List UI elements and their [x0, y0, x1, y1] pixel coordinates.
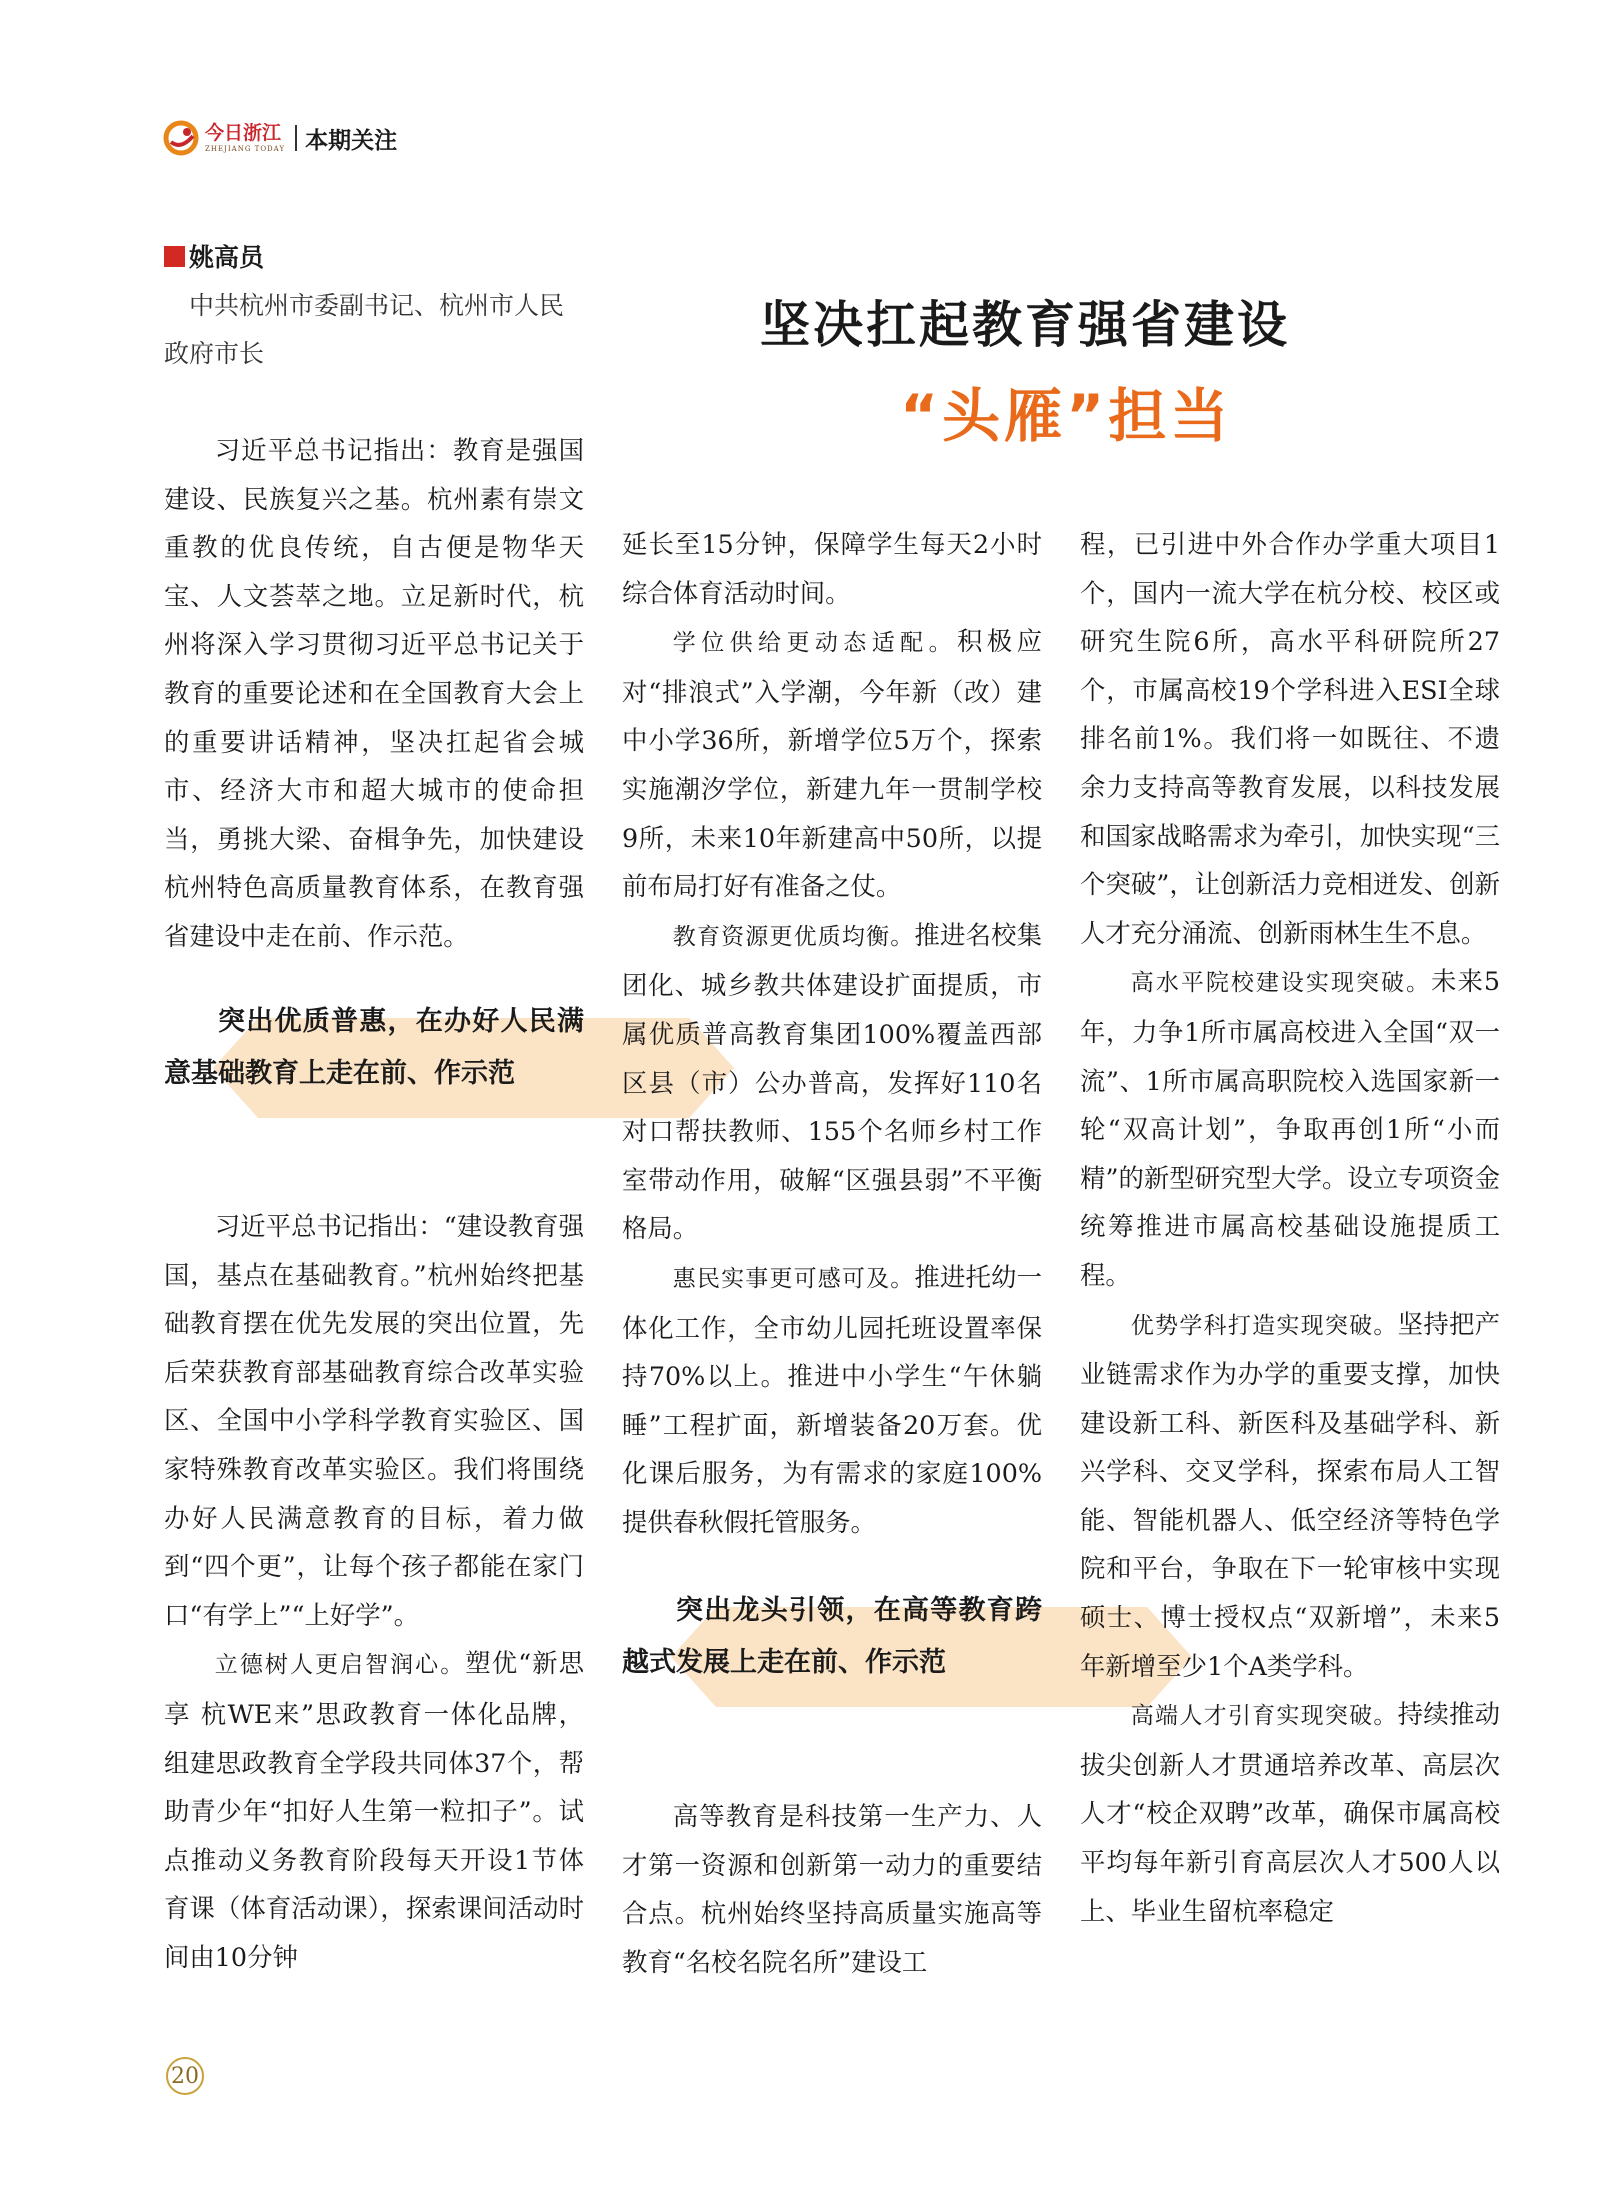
- page-number: 20: [166, 2057, 204, 2095]
- paragraph: [622, 1253, 1042, 1547]
- keyword-lead: 教育资源更优质均衡。: [672, 923, 915, 950]
- paragraph: [1080, 1690, 1500, 1935]
- paragraph-text: 坚持把产业链需求作为办学的重要支撑，加快建设新工科、新医科及基础学科、新兴学科、交叉学科，探索布局人工智能、智能机器人、低空经济等特色学院和平台，争取在下一轮审核中实现硕士、博士授权点“双新增”，未来5年新增至少1个A类学科。: [1080, 1308, 1501, 1681]
- keyword-lead: 学位供给更动态适配。: [672, 630, 957, 657]
- column-1-body: [164, 1202, 584, 1982]
- subhead-1-block: [164, 996, 584, 1100]
- keyword-lead: 高端人才引育实现突破。: [1130, 1703, 1398, 1730]
- paragraph: [622, 617, 1042, 911]
- author-affiliation: 中共杭州市委副书记、杭州市人民政府市长: [164, 291, 565, 368]
- subhead-2-block: [622, 1585, 1042, 1689]
- author-byline: [164, 238, 264, 274]
- logo-subtext: ZHEJIANG TODAY: [205, 144, 286, 153]
- paragraph: 程，已引进中外合作办学重大项目1个，国内一流大学在杭分校、校区或研究生院6所，高水平科研院所27个，市属高校19个学科进入ESI全球排名前1%。我们将一如既往、不遗余力支持高等教育发展，以科技发展和国家战略需求为牵引，加快实现“三个突破”，让创新活力竞相迸发、创新人才充分涌流、创新雨林生生不息。: [1080, 529, 1500, 948]
- intro-paragraph: 习近平总书记指出：教育是强国建设、民族复兴之基。杭州素有崇文重教的优良传统，自古便是物华天宝、人文荟萃之地。立足新时代，杭州将深入学习贯彻习近平总书记关于教育的重要论述和在全国教育大会上的重要讲话精神，坚决扛起省会城市、经济大市和超大城市的使命担当，勇挑大梁、奋楫争先，加快建设杭州特色高质量教育体系，在教育强省建设中走在前、作示范。: [164, 435, 584, 951]
- header-divider: [295, 125, 297, 151]
- article-title: [760, 285, 1480, 450]
- author-name: 姚高员: [189, 243, 265, 272]
- paragraph: 高等教育是科技第一生产力、人才第一资源和创新第一动力的重要结合点。杭州始终坚持高质量实施高等教育“名校名院名所”建设工: [622, 1801, 1042, 1977]
- paragraph-text: 持续推动拔尖创新人才贯通培养改革、高层次人才“校企双聘”改革，确保市属高校平均每年新引育高层次人才500人以上、毕业生留杭率稳定: [1080, 1699, 1501, 1926]
- subheading-1: [164, 996, 584, 1100]
- paragraph: [1080, 957, 1500, 1299]
- paragraph-text: 推进名校集团化、城乡教共体建设扩面提质，市属优质普高教育集团100%覆盖西部区县（市）公办普高，发挥好110名对口帮扶教师、155个名师乡村工作室带动作用，破解“区强县弱”不平衡格局。: [622, 919, 1043, 1244]
- paragraph-text: 未来5年，力争1所市属高校进入全国“双一流”、1所市属高职院校入选国家新一轮“双高计划”，争取再创1所“小而精”的新型研究型大学。设立专项资金统筹推进市属高校基础设施提质工程。: [1080, 966, 1501, 1290]
- title-line-2: “头雁”担当: [900, 382, 1233, 450]
- keyword-lead: 立德树人更启智润心。: [214, 1652, 466, 1679]
- masthead: [163, 118, 397, 158]
- subheading-2-text: 突出龙头引领，在高等教育跨越式发展上走在前、作示范: [622, 1595, 1042, 1678]
- keyword-lead: 惠民实事更可感可及。: [672, 1265, 915, 1292]
- logo-icon: [163, 120, 199, 156]
- paragraph-text: 推进托幼一体化工作，全市幼儿园托班设置率保持70%以上。推进中小学生“午休躺睡”工程扩面，新增装备20万套。优化课后服务，为有需求的家庭100%提供春秋假托管服务。: [622, 1261, 1043, 1537]
- paragraph: [164, 1639, 584, 1981]
- subheading-2: [622, 1585, 1042, 1689]
- keyword-lead: 优势学科打造实现突破。: [1130, 1312, 1398, 1339]
- subheading-1-text: 突出优质普惠，在办好人民满意基础教育上走在前、作示范: [164, 1006, 584, 1089]
- paragraph: [1080, 1300, 1500, 1691]
- title-line-1: 坚决扛起教育强省建设: [760, 295, 1290, 354]
- logo-text: 今日浙江: [205, 121, 282, 144]
- paragraph-text: 积极应对“排浪式”入学潮，今年新（改）建中小学36所，新增学位5万个，探索实施潮汐学位，新建九年一贯制学校9所，未来10年新建高中50所，以提前布局打好有准备之仗。: [622, 626, 1043, 902]
- paragraph-text: 塑优“新思享 杭WE来”思政教育一体化品牌，组建思政教育全学段共同体37个，帮助青少年“扣好人生第一粒扣子”。试点推动义务教育阶段每天开设1节体育课（体育活动课），探索课间活动时间由10分钟: [164, 1648, 584, 1972]
- column-2: [622, 520, 1042, 1546]
- red-square-icon: [164, 246, 185, 267]
- paragraph: 延长至15分钟，保障学生每天2小时综合体育活动时间。: [622, 529, 1042, 608]
- column-3: [1080, 520, 1500, 1935]
- paragraph: 习近平总书记指出：“建设教育强国，基点在基础教育。”杭州始终把基础教育摆在优先发展的突出位置，先后荣获教育部基础教育综合改革实验区、全国中小学科学教育实验区、国家特殊教育改革实验区。我们将围绕办好人民满意教育的目标，着力做到“四个更”，让每个孩子都能在家门口“有学上”“上好学”。: [164, 1211, 584, 1630]
- column-1: [164, 426, 584, 961]
- logo: [205, 121, 286, 153]
- paragraph: [622, 911, 1042, 1253]
- column-2-body: [622, 1792, 1042, 1986]
- keyword-lead: 高水平院校建设实现突破。: [1130, 970, 1432, 997]
- section-label: 本期关注: [305, 127, 398, 154]
